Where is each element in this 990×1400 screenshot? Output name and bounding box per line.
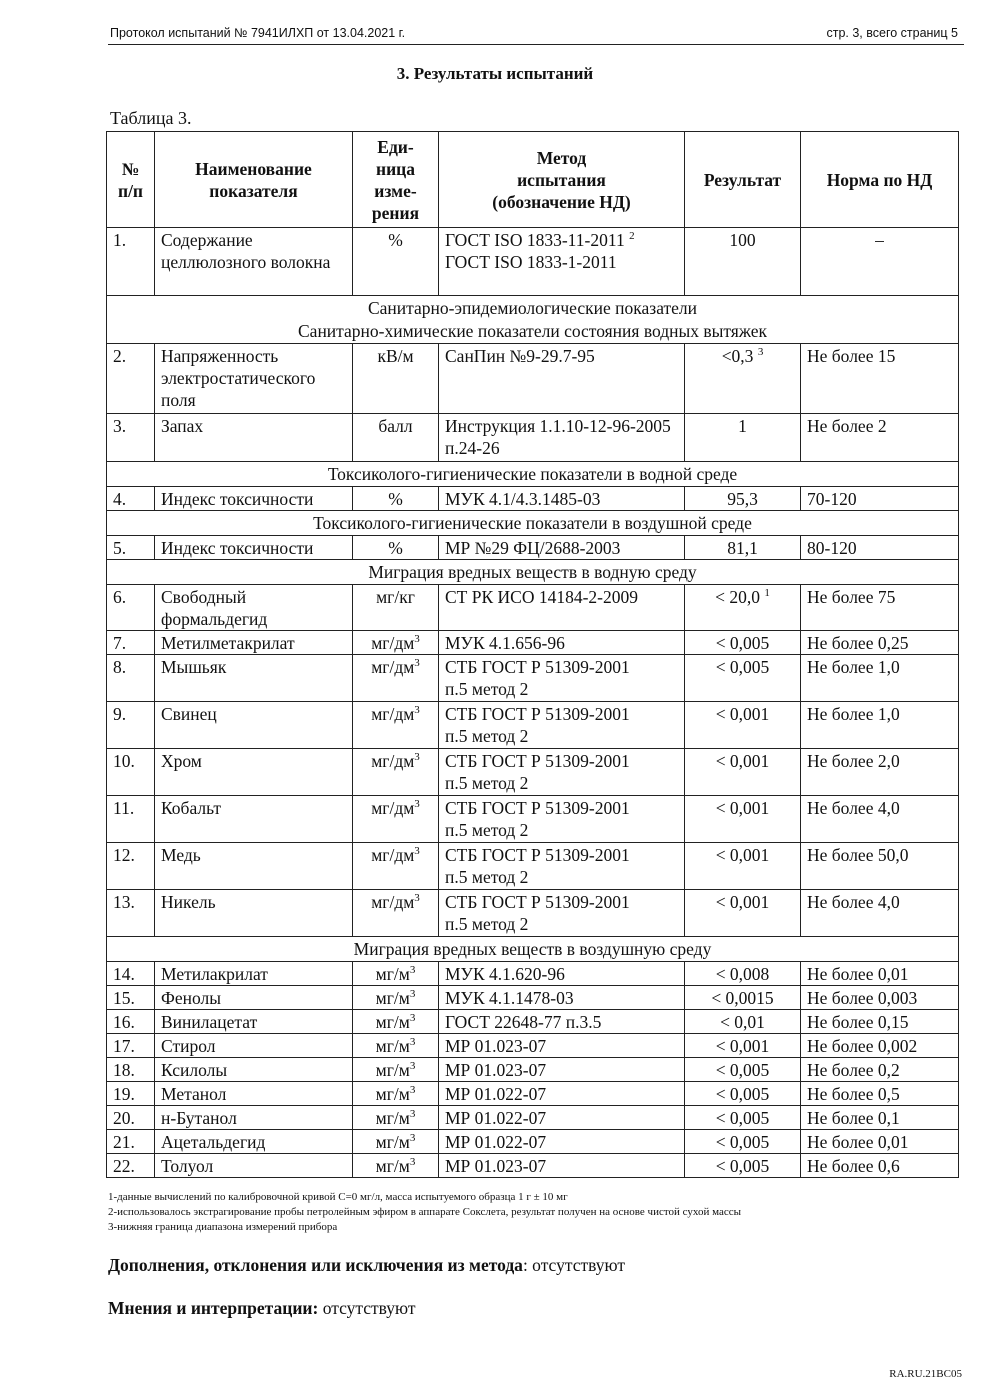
row-number: 2.: [107, 344, 155, 414]
indicator-name: Содержание целлюлозного волокна: [155, 228, 353, 296]
norm-cell: 80-120: [801, 536, 959, 560]
row-number: 19.: [107, 1082, 155, 1106]
table-row: [107, 890, 959, 937]
section-label: Миграция вредных веществ в воздушную среду: [107, 937, 959, 962]
norm-cell: Не более 0,25: [801, 631, 959, 655]
unit-cell: $мг/м^3$: [353, 1058, 439, 1082]
indicator-name: Индекс токсичности: [155, 487, 353, 511]
method-cell: СТБ ГОСТ Р 51309-2001 п.5 метод 2: [439, 796, 685, 843]
result-cell: < 0,001: [685, 890, 801, 937]
method-cell: МР №29 ФЦ/2688-2003: [439, 536, 685, 560]
document-code: RA.RU.21BC05: [889, 1368, 962, 1380]
col-header-number: № п/п: [107, 132, 155, 228]
additions-label: Дополнения, отклонения или исключения из метода: [108, 1255, 523, 1275]
row-number: 4.: [107, 487, 155, 511]
result-cell: < 20,0 $^1$: [685, 585, 801, 631]
row-number: 17.: [107, 1034, 155, 1058]
result-cell: < 0,008: [685, 962, 801, 986]
table-row: [107, 986, 959, 1010]
indicator-name: Винилацетат: [155, 1010, 353, 1034]
unit-cell: %: [353, 228, 439, 296]
results-table: [106, 131, 959, 1178]
unit-cell: %: [353, 536, 439, 560]
norm-cell: Не более 0,5: [801, 1082, 959, 1106]
method-cell: ГОСТ ISO 1833-11-2011 $^2$ ГОСТ ISO 1833-1-2011: [439, 228, 685, 296]
table-row: [107, 749, 959, 796]
method-cell: МР 01.022-07: [439, 1130, 685, 1154]
method-cell: СТБ ГОСТ Р 51309-2001 п.5 метод 2: [439, 749, 685, 796]
unit-cell: $мг/дм^3$: [353, 631, 439, 655]
unit-cell: $мг/м^3$: [353, 986, 439, 1010]
unit-cell: мг/кг: [353, 585, 439, 631]
row-number: 12.: [107, 843, 155, 890]
indicator-name: н-Бутанол: [155, 1106, 353, 1130]
result-cell: < 0,001: [685, 702, 801, 749]
indicator-name: Медь: [155, 843, 353, 890]
col-header-norm: Норма по НД: [801, 132, 959, 228]
unit-cell: $мг/м^3$: [353, 962, 439, 986]
row-number: 18.: [107, 1058, 155, 1082]
table-row: [107, 1058, 959, 1082]
row-number: 11.: [107, 796, 155, 843]
indicator-name: Индекс токсичности: [155, 536, 353, 560]
indicator-name: Кобальт: [155, 796, 353, 843]
col-header-unit: Еди- ница изме- рения: [353, 132, 439, 228]
method-cell: СТБ ГОСТ Р 51309-2001 п.5 метод 2: [439, 890, 685, 937]
indicator-name: Запах: [155, 414, 353, 462]
opinions-label: Мнения и интерпретации:: [108, 1298, 319, 1318]
row-number: 22.: [107, 1154, 155, 1178]
section-label: Токсиколого-гигиенические показатели в воздушной среде: [107, 511, 959, 536]
table-row: [107, 1010, 959, 1034]
method-cell: МУК 4.1.1478-03: [439, 986, 685, 1010]
section-row: [107, 511, 959, 536]
row-number: 9.: [107, 702, 155, 749]
norm-cell: Не более 1,0: [801, 702, 959, 749]
norm-cell: Не более 0,1: [801, 1106, 959, 1130]
norm-cell: Не более 2: [801, 414, 959, 462]
unit-cell: $мг/дм^3$: [353, 890, 439, 937]
row-number: 14.: [107, 962, 155, 986]
method-cell: МР 01.023-07: [439, 1058, 685, 1082]
row-number: 16.: [107, 1010, 155, 1034]
table-row: [107, 702, 959, 749]
section-row: [107, 462, 959, 487]
norm-cell: Не более 4,0: [801, 796, 959, 843]
norm-cell: Не более 0,003: [801, 986, 959, 1010]
norm-cell: Не более 0,01: [801, 1130, 959, 1154]
indicator-name: Стирол: [155, 1034, 353, 1058]
method-cell: МУК 4.1.620-96: [439, 962, 685, 986]
result-cell: < 0,001: [685, 843, 801, 890]
opinions-value: отсутствуют: [318, 1298, 416, 1318]
indicator-name: Метилметакрилат: [155, 631, 353, 655]
protocol-number: Протокол испытаний № 7941ИЛХП от 13.04.2021 г.: [110, 26, 406, 40]
norm-cell: Не более 1,0: [801, 655, 959, 702]
unit-cell: $мг/м^3$: [353, 1034, 439, 1058]
result-cell: 95,3: [685, 487, 801, 511]
result-cell: 1: [685, 414, 801, 462]
result-cell: < 0,005: [685, 1130, 801, 1154]
unit-cell: %: [353, 487, 439, 511]
norm-cell: Не более 15: [801, 344, 959, 414]
col-header-name: Наименование показателя: [155, 132, 353, 228]
norm-cell: –: [801, 228, 959, 296]
table-row: [107, 843, 959, 890]
table-row: [107, 344, 959, 414]
norm-cell: Не более 4,0: [801, 890, 959, 937]
table-row: [107, 1130, 959, 1154]
section-row: [107, 296, 959, 344]
method-cell: МР 01.023-07: [439, 1154, 685, 1178]
norm-cell: Не более 50,0: [801, 843, 959, 890]
result-cell: <0,3 $^3$: [685, 344, 801, 414]
norm-cell: Не более 0,6: [801, 1154, 959, 1178]
method-cell: СТ РК ИСО 14184-2-2009: [439, 585, 685, 631]
table-row: [107, 962, 959, 986]
result-cell: 81,1: [685, 536, 801, 560]
section-row: [107, 560, 959, 585]
table-row: [107, 796, 959, 843]
row-number: 6.: [107, 585, 155, 631]
result-cell: < 0,005: [685, 1058, 801, 1082]
additions-value: : отсутствуют: [522, 1255, 626, 1275]
table-caption: Таблица 3.: [110, 108, 192, 128]
result-cell: < 0,005: [685, 1106, 801, 1130]
row-number: 20.: [107, 1106, 155, 1130]
result-cell: < 0,001: [685, 749, 801, 796]
indicator-name: Фенолы: [155, 986, 353, 1010]
norm-cell: 70-120: [801, 487, 959, 511]
result-cell: < 0,005: [685, 631, 801, 655]
page-header: [108, 26, 964, 45]
table-row: [107, 1106, 959, 1130]
method-cell: МУК 4.1.656-96: [439, 631, 685, 655]
row-number: 15.: [107, 986, 155, 1010]
result-cell: < 0,005: [685, 1154, 801, 1178]
table-row: [107, 1082, 959, 1106]
section-label: Миграция вредных веществ в водную среду: [107, 560, 959, 585]
unit-cell: кВ/м: [353, 344, 439, 414]
indicator-name: Ацетальдегид: [155, 1130, 353, 1154]
result-cell: < 0,001: [685, 796, 801, 843]
unit-cell: $мг/дм^3$: [353, 843, 439, 890]
table-header-row: [107, 132, 959, 228]
indicator-name: Никель: [155, 890, 353, 937]
unit-cell: $мг/дм^3$: [353, 796, 439, 843]
norm-cell: Не более 0,2: [801, 1058, 959, 1082]
opinions-note: [108, 1298, 416, 1319]
table-row: [107, 487, 959, 511]
unit-cell: $мг/дм^3$: [353, 655, 439, 702]
col-header-result: Результат: [685, 132, 801, 228]
table-row: [107, 631, 959, 655]
indicator-name: Свободный формальдегид: [155, 585, 353, 631]
footnote-1: 1-данные вычислений по калибровочной кривой С=0 мг/л, масса испытуемого образца 1 г ± 10 мг: [108, 1191, 568, 1203]
result-cell: < 0,005: [685, 655, 801, 702]
method-cell: СТБ ГОСТ Р 51309-2001 п.5 метод 2: [439, 702, 685, 749]
section-label: Санитарно-эпидемиологические показатели Санитарно-химические показатели состояния водных вытяжек: [107, 296, 959, 344]
table-row: [107, 1034, 959, 1058]
unit-cell: $мг/м^3$: [353, 1082, 439, 1106]
table-row: [107, 536, 959, 560]
method-cell: СанПин №9-29.7-95: [439, 344, 685, 414]
row-number: 13.: [107, 890, 155, 937]
indicator-name: Хром: [155, 749, 353, 796]
method-cell: СТБ ГОСТ Р 51309-2001 п.5 метод 2: [439, 843, 685, 890]
unit-cell: $мг/м^3$: [353, 1010, 439, 1034]
result-cell: 100: [685, 228, 801, 296]
result-cell: < 0,01: [685, 1010, 801, 1034]
result-cell: < 0,005: [685, 1082, 801, 1106]
table-row: [107, 585, 959, 631]
table-row: [107, 1154, 959, 1178]
indicator-name: Толуол: [155, 1154, 353, 1178]
table-row: [107, 228, 959, 296]
method-cell: МР 01.022-07: [439, 1106, 685, 1130]
indicator-name: Метилакрилат: [155, 962, 353, 986]
norm-cell: Не более 0,15: [801, 1010, 959, 1034]
result-cell: < 0,001: [685, 1034, 801, 1058]
unit-cell: $мг/дм^3$: [353, 749, 439, 796]
row-number: 7.: [107, 631, 155, 655]
indicator-name: Ксилолы: [155, 1058, 353, 1082]
method-cell: ГОСТ 22648-77 п.3.5: [439, 1010, 685, 1034]
section-title: 3. Результаты испытаний: [396, 64, 594, 83]
table-row: [107, 655, 959, 702]
row-number: 5.: [107, 536, 155, 560]
footnote-3: 3-нижняя граница диапазона измерений прибора: [108, 1221, 338, 1233]
indicator-name: Метанол: [155, 1082, 353, 1106]
unit-cell: $мг/дм^3$: [353, 702, 439, 749]
norm-cell: Не более 2,0: [801, 749, 959, 796]
method-cell: МР 01.022-07: [439, 1082, 685, 1106]
norm-cell: Не более 0,002: [801, 1034, 959, 1058]
unit-cell: $мг/м^3$: [353, 1154, 439, 1178]
footnote-2: 2-использовалось экстрагирование пробы петролейным эфиром в аппарате Сокслета, результат получен на основе чистой сухой массы: [108, 1206, 742, 1218]
row-number: 3.: [107, 414, 155, 462]
page-counter: стр. 3, всего страниц 5: [826, 26, 958, 40]
table-row: [107, 414, 959, 462]
norm-cell: Не более 75: [801, 585, 959, 631]
indicator-name: Свинец: [155, 702, 353, 749]
method-cell: СТБ ГОСТ Р 51309-2001 п.5 метод 2: [439, 655, 685, 702]
unit-cell: $мг/м^3$: [353, 1106, 439, 1130]
section-label: Токсиколого-гигиенические показатели в водной среде: [107, 462, 959, 487]
row-number: 1.: [107, 228, 155, 296]
method-cell: Инструкция 1.1.10-12-96-2005 п.24-26: [439, 414, 685, 462]
norm-cell: Не более 0,01: [801, 962, 959, 986]
method-cell: МР 01.023-07: [439, 1034, 685, 1058]
row-number: 21.: [107, 1130, 155, 1154]
section-row: [107, 937, 959, 962]
indicator-name: Мышьяк: [155, 655, 353, 702]
indicator-name: Напряженность электростатического поля: [155, 344, 353, 414]
col-header-method: Метод испытания (обозначение НД): [439, 132, 685, 228]
row-number: 8.: [107, 655, 155, 702]
unit-cell: $мг/м^3$: [353, 1130, 439, 1154]
additions-note: [108, 1255, 625, 1276]
unit-cell: балл: [353, 414, 439, 462]
method-cell: МУК 4.1/4.3.1485-03: [439, 487, 685, 511]
result-cell: < 0,0015: [685, 986, 801, 1010]
row-number: 10.: [107, 749, 155, 796]
